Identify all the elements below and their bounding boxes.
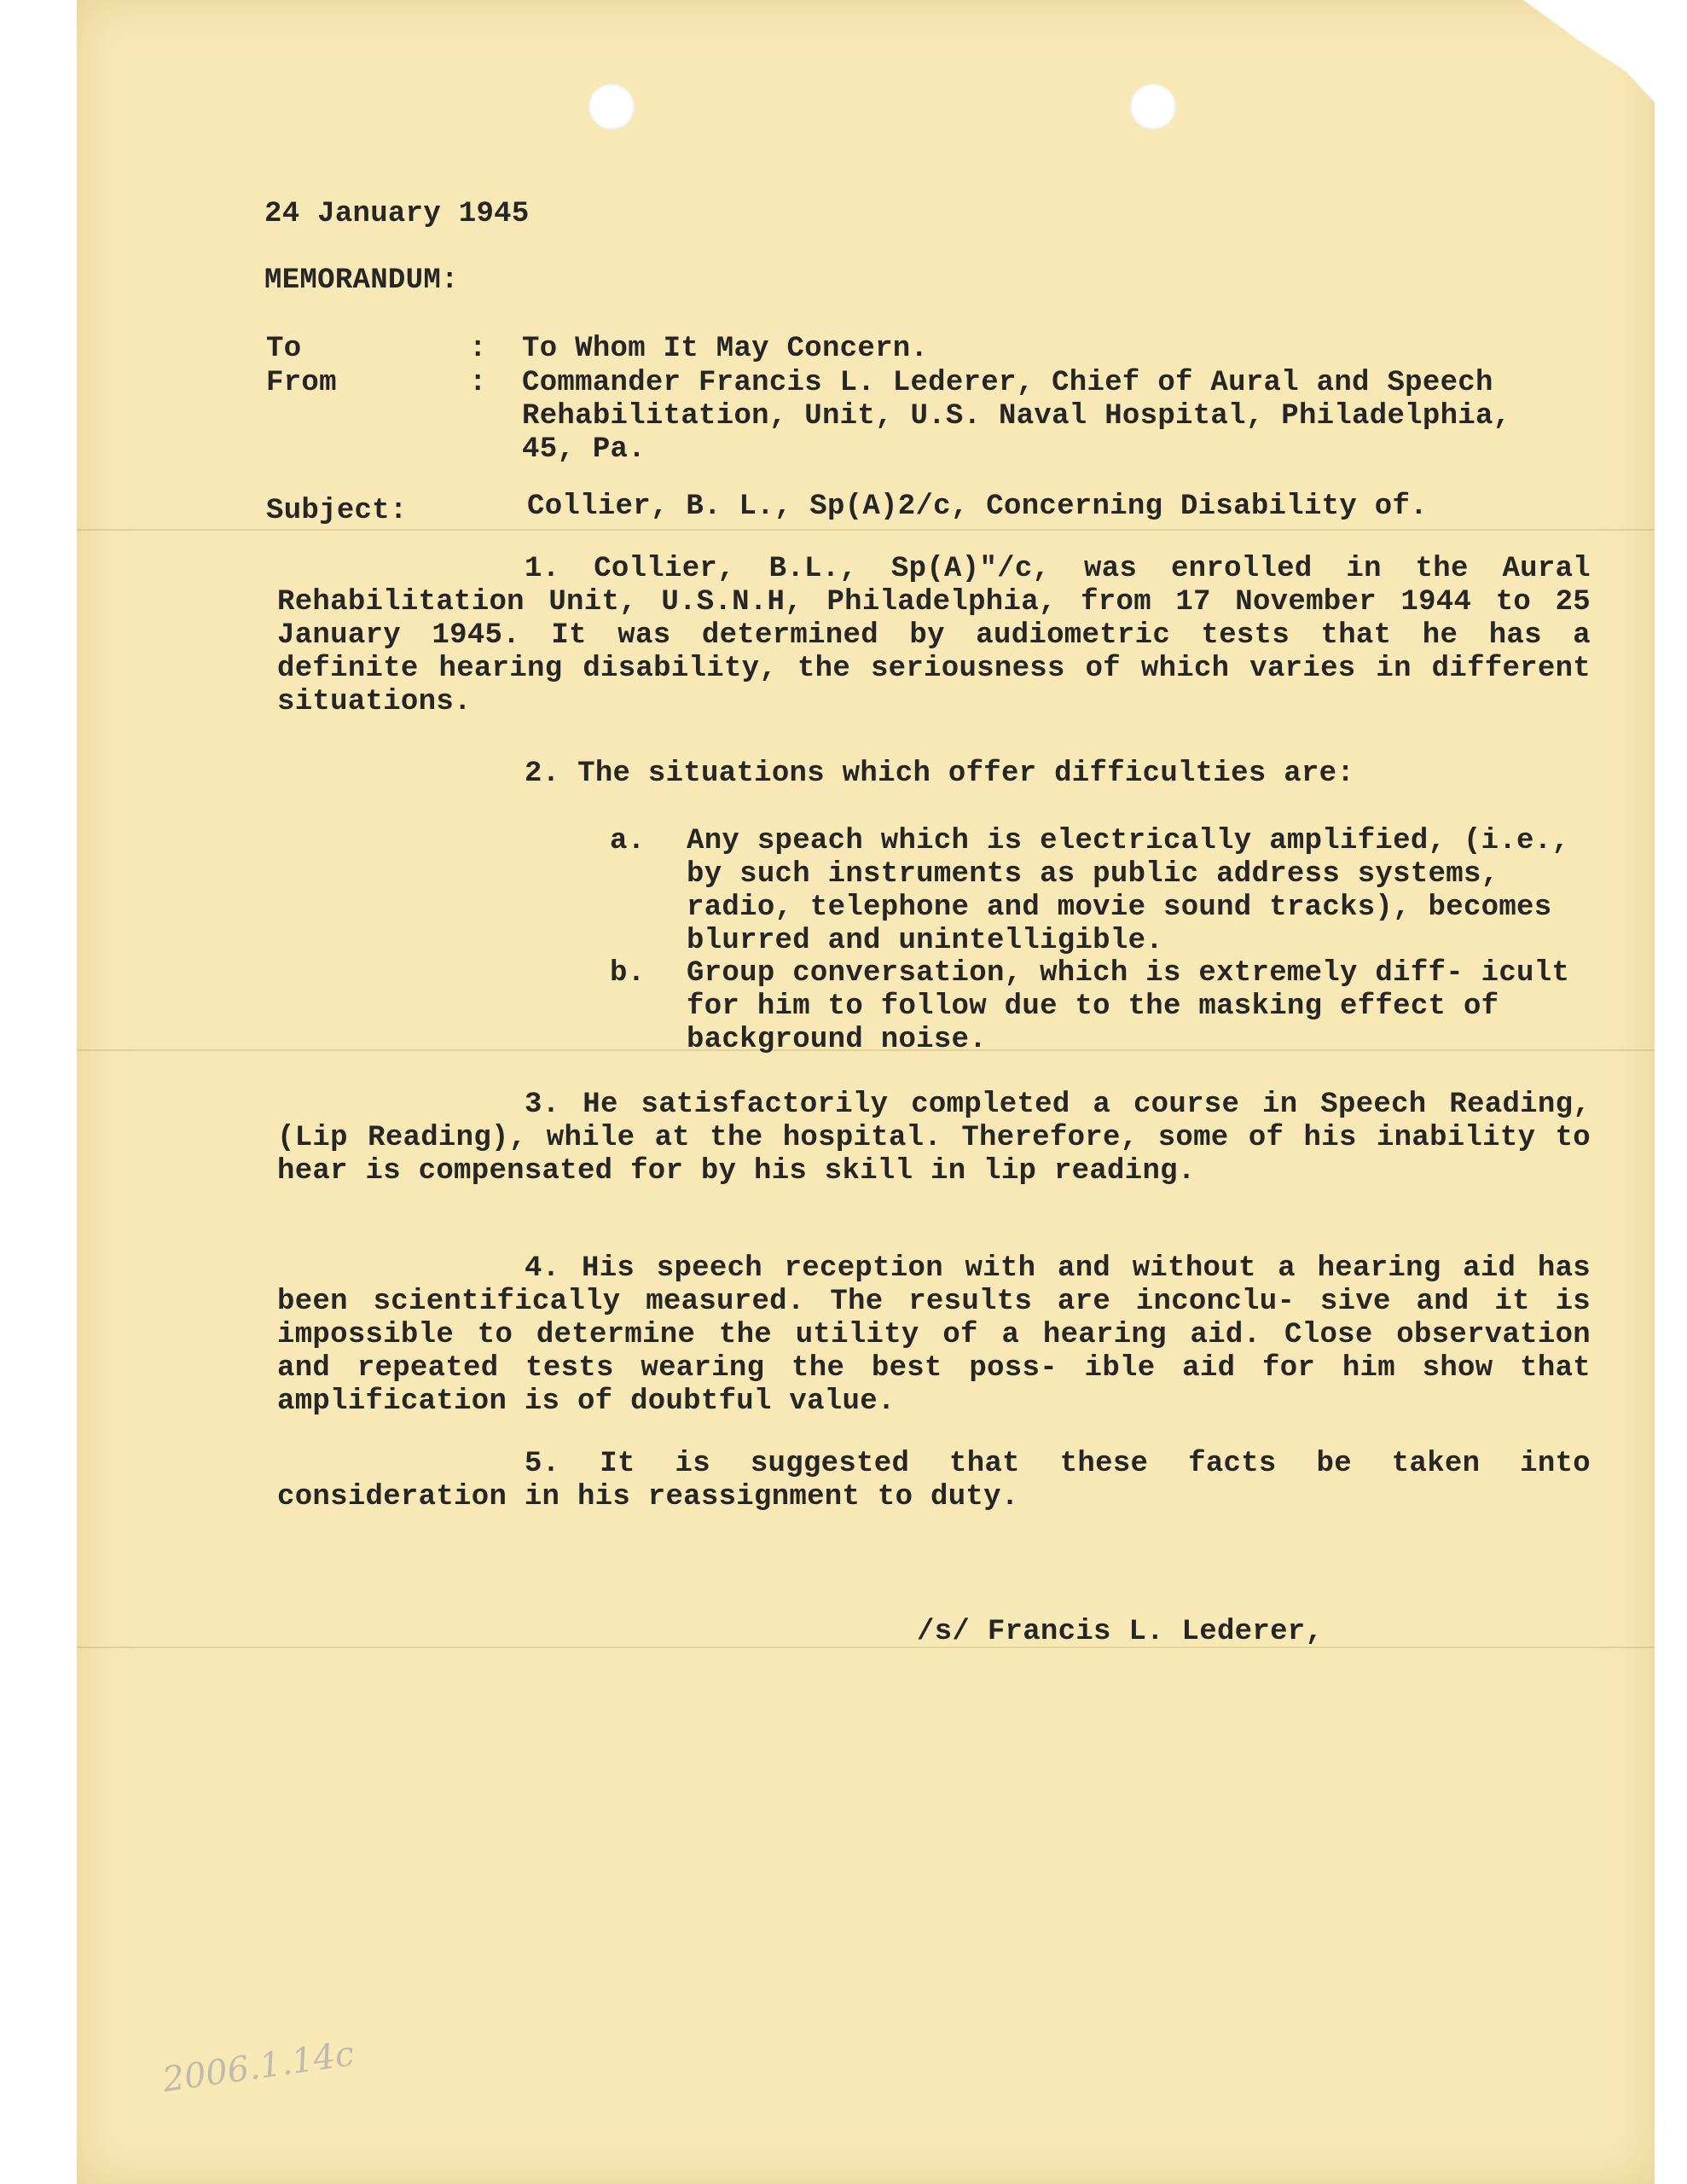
paragraph-2: 2. The situations which offer difficulties are: bbox=[525, 758, 1355, 790]
from-value: Commander Francis L. Lederer, Chief of Aural and Speech Rehabilitation, Unit, U.S. Naval Hospital, Philadelphia, 45, Pa. bbox=[522, 367, 1511, 466]
fold-line bbox=[77, 529, 1655, 531]
to-label: To bbox=[266, 333, 302, 365]
subject-label: Subject: bbox=[266, 495, 408, 527]
list-marker-a: a. bbox=[610, 825, 646, 857]
paragraph-3: 3. He satisfactorily completed a course in Speech Reading, (Lip Reading), while at the hospital. Therefore, some of his inability to hear is compensated for by his skill in lip reading. bbox=[277, 1089, 1591, 1188]
list-item-a bbox=[610, 825, 1574, 958]
from-colon: : bbox=[469, 367, 487, 399]
from-label: From bbox=[266, 367, 337, 399]
list-item-a-text: Any speach which is electrically amplified, (i.e., by such instruments as public address systems, radio, telephone and movie sound tracks), becomes blurred and unintelligible. bbox=[687, 825, 1570, 957]
list-marker-b: b. bbox=[610, 957, 646, 990]
torn-corner bbox=[1467, 0, 1655, 102]
fold-line bbox=[77, 1647, 1655, 1648]
memo-date: 24 January 1945 bbox=[264, 198, 530, 230]
paragraph-1: 1. Collier, B.L., Sp(A)"/c, was enrolled in the Aural Rehabilitation Unit, U.S.N.H, Philadelphia, from 17 November 1944 to 25 January 1945. It was determined by audiometric tests that he has a definite hearing disability, the seriousness of which varies in different situations. bbox=[277, 553, 1591, 718]
subject-value: Collier, B. L., Sp(A)2/c, Concerning Disability of. bbox=[527, 491, 1428, 523]
punch-hole bbox=[588, 84, 635, 130]
punch-hole bbox=[1130, 84, 1176, 130]
to-value: To Whom It May Concern. bbox=[522, 333, 929, 365]
memo-heading: MEMORANDUM: bbox=[264, 264, 459, 297]
to-colon: : bbox=[469, 333, 487, 365]
list-item-b bbox=[610, 957, 1574, 1057]
paragraph-5: 5. It is suggested that these facts be taken into consideration in his reassignment to duty. bbox=[277, 1448, 1591, 1513]
paragraph-4: 4. His speech reception with and without a hearing aid has been scientifically measured. The results are inconclu- sive and it is impossible to determine the utility of a hearing aid. Close observation and repeated tests wearing the best poss- ible aid for him show that amplification is of doubtful value. bbox=[277, 1252, 1591, 1418]
archive-pencil-mark: 2006.1.14c bbox=[159, 2034, 357, 2100]
list-item-b-text: Group conversation, which is extremely diff- icult for him to follow due to the masking effect of background noise. bbox=[687, 957, 1570, 1056]
signature: /s/ Francis L. Lederer, bbox=[917, 1616, 1324, 1648]
